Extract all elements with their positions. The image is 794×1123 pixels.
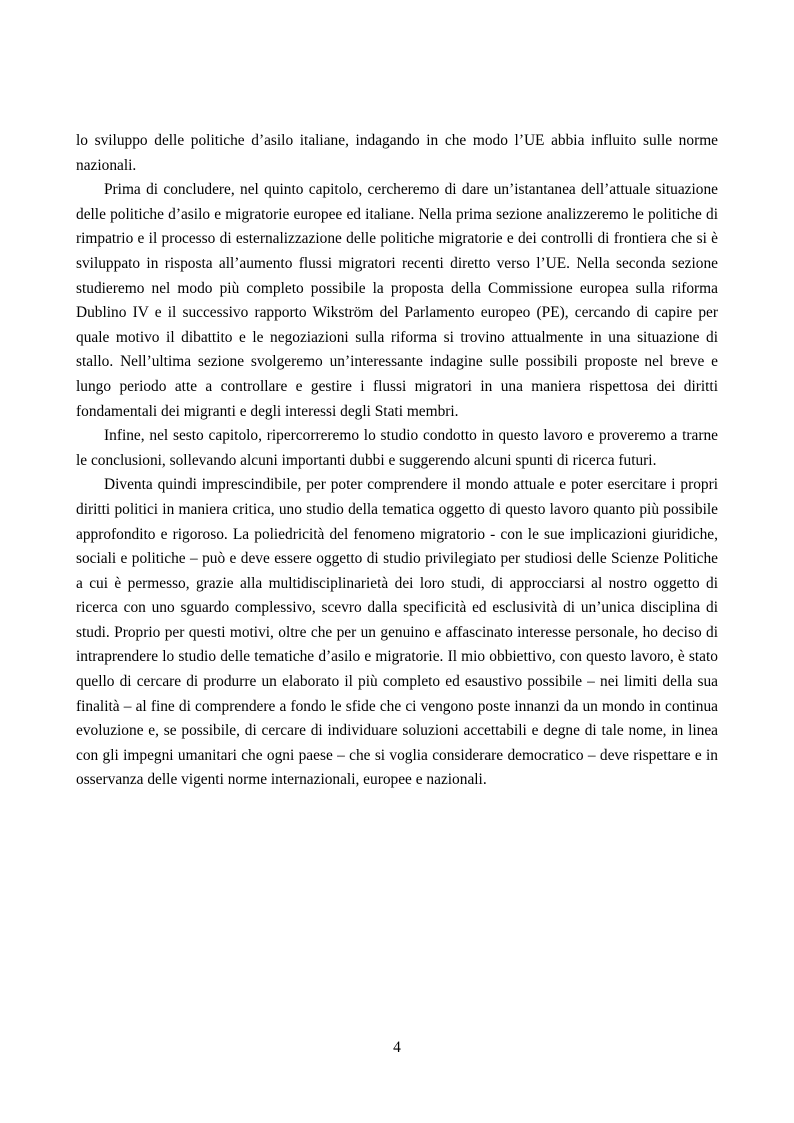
page-number: 4 [393, 1039, 401, 1056]
paragraph-conclusion: Diventa quindi imprescindibile, per poter comprendere il mondo attuale e poter esercitare i propri diritti politici in maniera critica, uno studio della tematica oggetto di questo lavoro quanto più possibile approfondito e rigoroso. La poliedricità del fenomeno migratorio - con le sue implicazioni giuridiche, sociali e politiche – può e deve essere oggetto di studio privilegiato per studiosi delle Scienze Politiche a cui è permesso, grazie alla multidisciplinarietà dei loro studi, di approcciarsi al nostro oggetto di ricerca con uno sguardo complessivo, scevro dalla specificità ed esclusività di un’unica disciplina di studi. Proprio per questi motivi, oltre che per un genuino e affascinato interesse personale, ho deciso di intraprendere lo studio delle tematiche d’asilo e migratorie. Il mio obbiettivo, con questo lavoro, è stato quello di cercare di produrre un elaborato il più completo ed esaustivo possibile – nei limiti della sua finalità – al fine di comprendere a fondo le sfide che ci vengono poste innanzi da un mondo in continua evoluzione e, se possibile, di cercare di individuare soluzioni accettabili e degne di tale nome, in linea con gli impegni umanitari che ogni paese – che si voglia considerare democratico – deve rispettare e in osservanza delle vigenti norme internazionali, europee e nazionali. [76, 476, 718, 789]
document-body [76, 129, 718, 793]
paragraph-continuation: lo sviluppo delle politiche d’asilo italiane, indagando in che modo l’UE abbia influito sulle norme nazionali. [76, 132, 718, 174]
paragraph-sixth-chapter: Infine, nel sesto capitolo, ripercorreremo lo studio condotto in questo lavoro e proveremo a trarne le conclusioni, sollevando alcuni importanti dubbi e suggerendo alcuni spunti di ricerca futuri. [76, 427, 718, 469]
paragraph-fifth-chapter: Prima di concludere, nel quinto capitolo, cercheremo di dare un’istantanea dell’attuale situazione delle politiche d’asilo e migratorie europee ed italiane. Nella prima sezione analizzeremo le politiche di rimpatrio e il processo di esternalizzazione delle politiche migratorie e dei controlli di frontiera che si è sviluppato in risposta all’aumento flussi migratori recenti diretto verso l’UE. Nella seconda sezione studieremo nel modo più completo possibile la proposta della Commissione europea sulla riforma Dublino IV e il successivo rapporto Wikström del Parlamento europeo (PE), cercando di capire per quale motivo il dibattito e le negoziazioni sulla riforma si trovino attualmente in una situazione di stallo. Nell’ultima sezione svolgeremo un’interessante indagine sulle possibili proposte nel breve e lungo periodo atte a controllare e gestire i flussi migratori in una maniera rispettosa dei diritti fondamentali dei migranti e degli interessi degli Stati membri. [76, 181, 718, 420]
